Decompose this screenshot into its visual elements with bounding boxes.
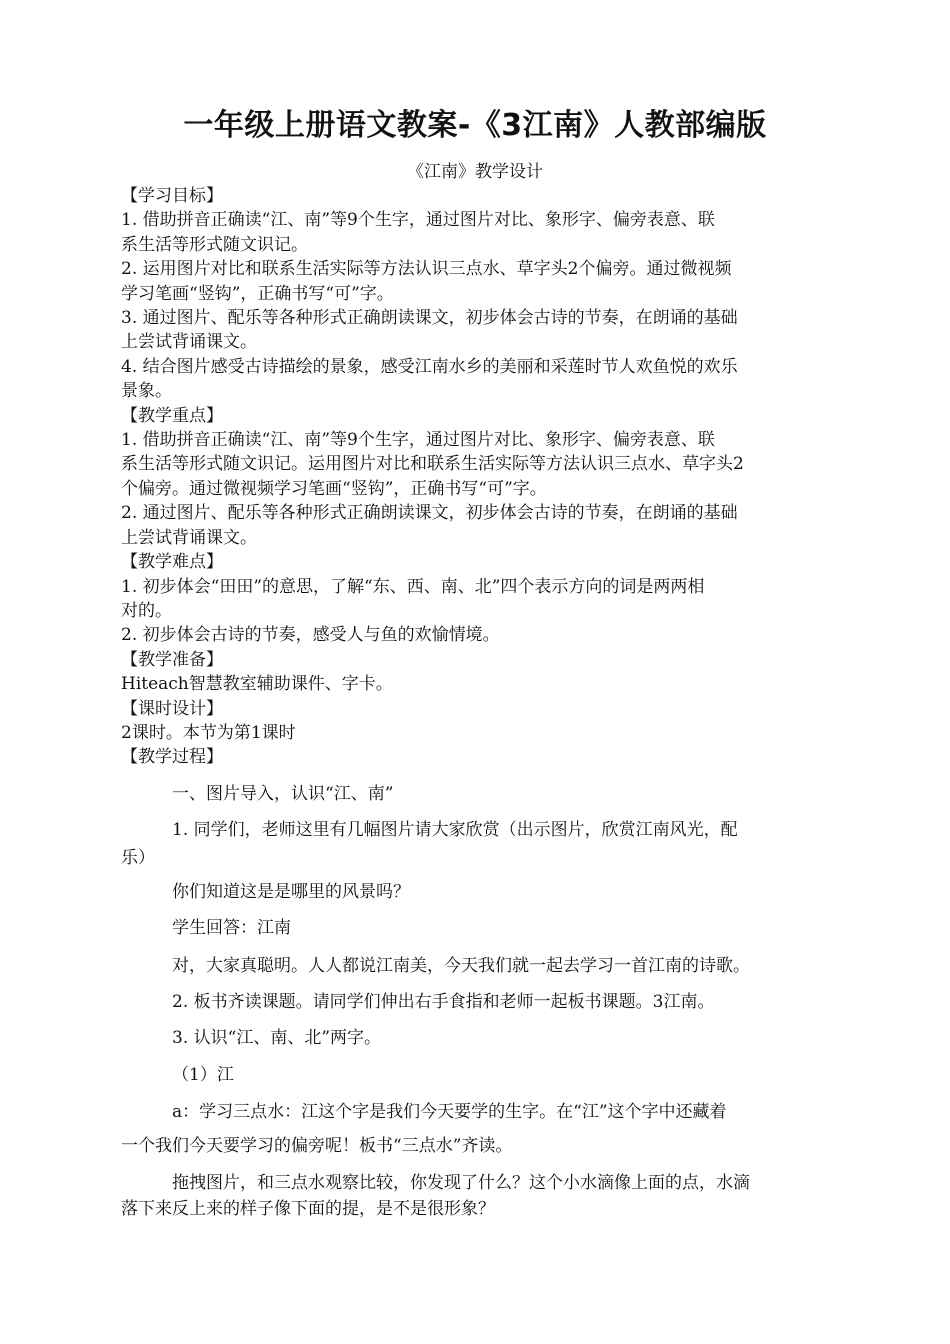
process-paragraph-line: 你们知道这是是哪里的风景吗？	[172, 882, 410, 902]
process-paragraph-line: 一个我们今天要学习的偏旁呢！板书“三点水”齐读。	[121, 1136, 513, 1156]
key-points-line: 1. 借助拼音正确读“江、南”等9个生字，通过图片对比、象形字、偏旁表意、联	[121, 430, 715, 451]
key-points-line: 2. 通过图片、配乐等各种形式正确朗读课文，初步体会古诗的节奏，在朗诵的基础	[121, 503, 738, 524]
goals-line: 2. 运用图片对比和联系生活实际等方法认识三点水、草字头2个偏旁。通过微视频	[121, 259, 732, 280]
process-paragraph-line: 落下来反上来的样子像下面的提，是不是很形象？	[121, 1199, 495, 1219]
schedule-line: 2课时。本节为第1课时	[121, 722, 296, 743]
process-subheading: （1）江	[172, 1065, 234, 1085]
process-paragraph-line: 乐）	[121, 848, 155, 868]
goals-line: 4. 结合图片感受古诗描绘的景象，感受江南水乡的美丽和采莲时节人欢鱼悦的欢乐	[121, 356, 738, 377]
key-points-line: 个偏旁。通过微视频学习笔画“竖钩”，正确书写“可”字。	[121, 478, 547, 499]
section-heading-schedule: 【课时设计】	[121, 698, 223, 719]
process-paragraph-line: 拖拽图片，和三点水观察比较，你发现了什么？这个小水滴像上面的点，水滴	[172, 1173, 750, 1193]
document-title: 一年级上册语文教案-《3江南》人教部编版	[183, 108, 767, 143]
document-subtitle: 《江南》教学设计	[407, 162, 543, 182]
section-heading-goals: 【学习目标】	[121, 186, 223, 206]
goals-line: 3. 通过图片、配乐等各种形式正确朗读课文，初步体会古诗的节奏，在朗诵的基础	[121, 308, 738, 329]
goals-line: 学习笔画“竖钩”，正确书写“可”字。	[121, 283, 394, 304]
preparation-line: Hiteach智慧教室辅助课件、字卡。	[121, 674, 393, 695]
section-heading-process: 【教学过程】	[121, 747, 223, 768]
section-heading-difficulties: 【教学难点】	[121, 552, 223, 573]
difficulties-line: 对的。	[121, 600, 172, 621]
difficulties-line: 1. 初步体会“田田”的意思，了解“东、西、南、北”四个表示方向的词是两两相	[121, 576, 705, 597]
section-heading-preparation: 【教学准备】	[121, 649, 223, 670]
process-step-heading: 一、图片导入，认识“江、南”	[172, 784, 394, 804]
difficulties-line: 2. 初步体会古诗的节奏，感受人与鱼的欢愉情境。	[121, 625, 500, 646]
key-points-line: 系生活等形式随文识记。运用图片对比和联系生活实际等方法认识三点水、草字头2	[121, 454, 744, 475]
process-paragraph-line: 2. 板书齐读课题。请同学们伸出右手食指和老师一起板书课题。3江南。	[172, 992, 715, 1012]
goals-line: 上尝试背诵课文。	[121, 332, 257, 353]
goals-line: 系生活等形式随文识记。	[121, 234, 308, 255]
process-paragraph-line: 对，大家真聪明。人人都说江南美，今天我们就一起去学习一首江南的诗歌。	[172, 956, 750, 976]
lesson-plan-sections	[121, 184, 835, 770]
process-paragraph-line: 1. 同学们，老师这里有几幅图片请大家欣赏（出示图片，欣赏江南风光，配	[172, 820, 738, 840]
process-paragraph-line: a：学习三点水：江这个字是我们今天要学的生字。在“江”这个字中还藏着	[172, 1102, 727, 1122]
process-paragraph-line: 学生回答：江南	[172, 918, 291, 938]
process-paragraph-line: 3. 认识“江、南、北”两字。	[172, 1028, 382, 1048]
key-points-line: 上尝试背诵课文。	[121, 527, 257, 548]
goals-line: 景象。	[121, 381, 172, 402]
section-heading-key-points: 【教学重点】	[121, 405, 223, 426]
goals-line: 1. 借助拼音正确读“江、南”等9个生字，通过图片对比、象形字、偏旁表意、联	[121, 210, 715, 231]
